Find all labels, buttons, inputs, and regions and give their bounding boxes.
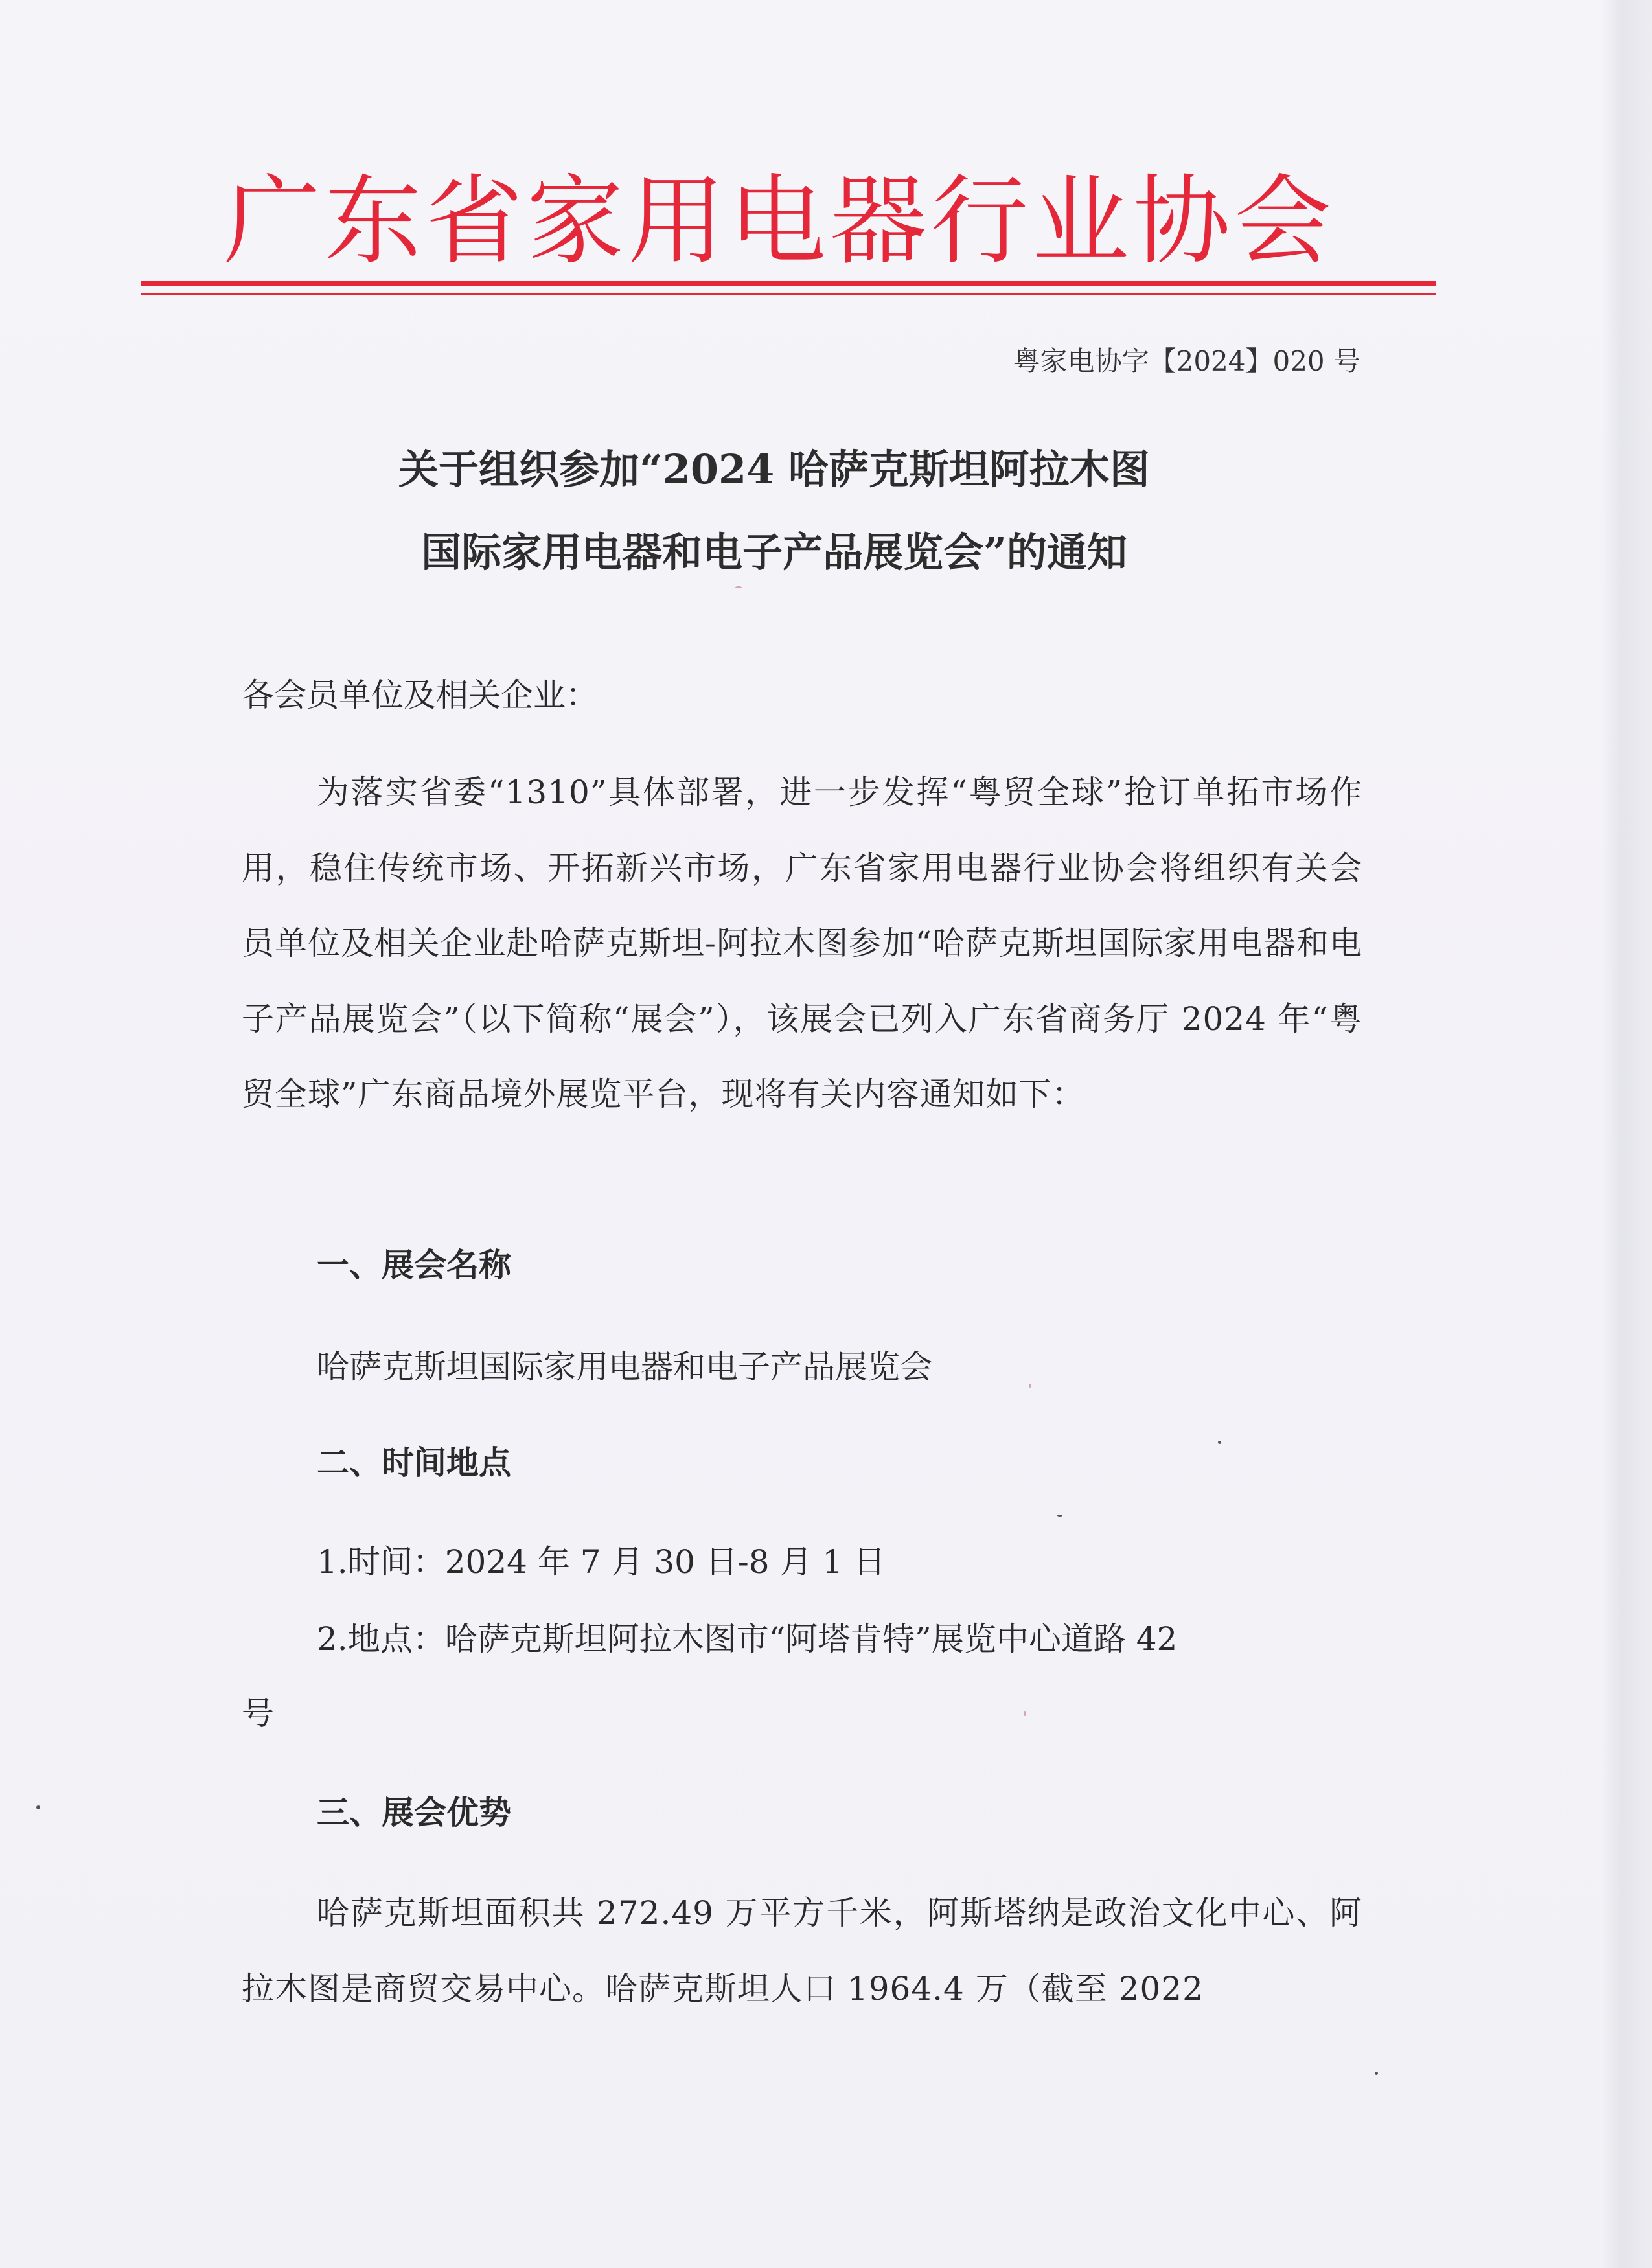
- expo-time-text: 1.时间：2024 年 7 月 30 日-8 月 1 日: [317, 1543, 886, 1581]
- notice-title-line-2: 国际家用电器和电子产品展览会”的通知: [421, 529, 1127, 576]
- scan-speck: [1024, 1711, 1026, 1716]
- scan-speck: [1218, 1441, 1221, 1444]
- letterhead-rule-thick: [141, 281, 1436, 286]
- section-heading-time-place: 二、时间地点: [317, 1443, 511, 1482]
- scan-speck: [1029, 1384, 1031, 1388]
- scan-speck: [1375, 2072, 1378, 2075]
- scan-edge-shadow: [1601, 0, 1652, 2268]
- section-heading-advantages: 三、展会优势: [317, 1793, 511, 1831]
- organization-letterhead: 广东省家用电器行业协会: [224, 165, 1336, 278]
- section-heading-expo-name: 一、展会名称: [317, 1246, 511, 1284]
- intro-paragraph: 为落实省委“1310”具体部署，进一步发挥“粤贸全球”抢订单拓市场作用，稳住传统市场、开拓新兴市场，广东省家用电器行业协会将组织有关会员单位及相关企业赴哈萨克斯坦-阿拉木图参加“哈萨克斯坦国际家用电器和电子产品展览会”（以下简称“展会”），该展会已列入广东省商务厅 2024 年“粤贸全球”广东商品境外展览平台，现将有关内容通知如下：: [242, 773, 1362, 1113]
- scan-speck: [1057, 1515, 1062, 1517]
- scan-speck: [735, 586, 742, 588]
- expo-place-text: 2.地点：哈萨克斯坦阿拉木图市“阿塔肯特”展览中心道路 42: [317, 1620, 1178, 1658]
- expo-name-text: 哈萨克斯坦国际家用电器和电子产品展览会: [317, 1348, 932, 1386]
- advantages-paragraph: 哈萨克斯坦面积共 272.49 万平方千米，阿斯塔纳是政治文化中心、阿拉木图是商贸交易中心。哈萨克斯坦人口 1964.4 万（截至 2022: [242, 1894, 1362, 2008]
- letterhead-rule-thin: [141, 293, 1436, 295]
- scan-speck: [36, 1805, 40, 1809]
- expo-place-text-continued: 号: [242, 1695, 274, 1732]
- salutation: 各会员单位及相关企业：: [242, 676, 598, 714]
- document-number: 粤家电协字【2024】020 号: [1013, 345, 1360, 377]
- notice-title-line-1: 关于组织参加“2024 哈萨克斯坦阿拉木图: [398, 446, 1150, 493]
